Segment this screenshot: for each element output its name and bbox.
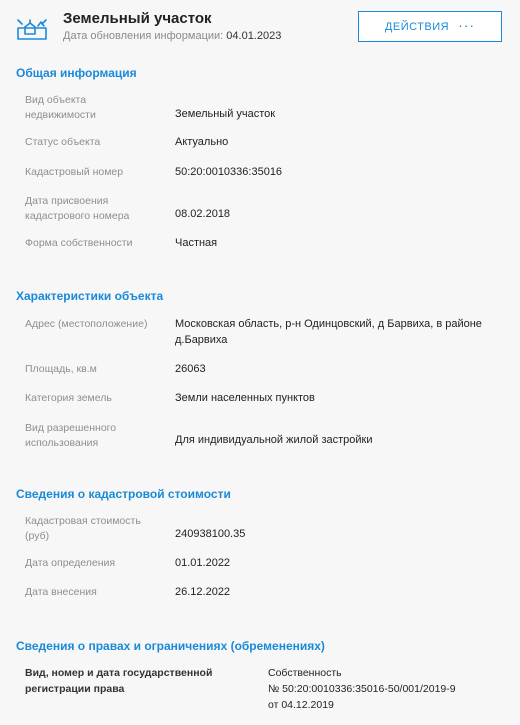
value-object-type: Земельный участок — [175, 108, 276, 120]
page-title: Земельный участок — [63, 10, 212, 27]
value-land-category: Земли населенных пунктов — [175, 392, 315, 404]
update-date: 04.01.2023 — [226, 30, 282, 42]
update-info — [63, 30, 281, 42]
header — [0, 0, 520, 56]
value-rights-registration — [268, 665, 508, 713]
label-land-category: Категория земель — [25, 392, 112, 404]
more-dots-icon: ··· — [458, 16, 476, 33]
section-title-rights: Сведения о правах и ограничениях (обременениях) — [16, 639, 325, 653]
section-title-general: Общая информация — [16, 66, 137, 80]
value-determination-date: 01.01.2022 — [175, 557, 231, 569]
label-rights-registration: Вид, номер и дата государственной регистрации права — [25, 667, 213, 695]
rights-date: от 04.12.2019 — [268, 699, 334, 711]
label-cadastral-cost: Кадастровая стоимость (руб) — [25, 515, 141, 542]
rights-type: Собственность — [268, 667, 342, 679]
label-address: Адрес (местоположение) — [25, 318, 148, 330]
value-area: 26063 — [175, 363, 206, 375]
update-label: Дата обновления информации: — [63, 30, 224, 42]
label-entry-date: Дата внесения — [25, 586, 97, 598]
actions-label: ДЕЙСТВИЯ — [384, 20, 450, 33]
land-plot-icon — [16, 14, 48, 42]
value-cadastral-date: 08.02.2018 — [175, 208, 231, 220]
value-permitted-use: Для индивидуальной жилой застройки — [175, 434, 373, 446]
value-entry-date: 26.12.2022 — [175, 586, 231, 598]
label-permitted-use: Вид разрешенного использования — [25, 422, 117, 449]
value-address: Московская область, р-н Одинцовский, д Барвиха, в районе д.Барвиха — [175, 318, 482, 346]
label-cadastral-number: Кадастровый номер — [25, 166, 124, 178]
value-cadastral-cost: 240938100.35 — [175, 528, 246, 540]
value-ownership-form: Частная — [175, 237, 218, 249]
label-object-type: Вид объекта недвижимости — [25, 94, 96, 121]
section-title-cadastral-cost: Сведения о кадастровой стоимости — [16, 487, 231, 501]
rights-number: № 50:20:0010336:35016-50/001/2019-9 — [268, 683, 456, 695]
label-cadastral-date: Дата присвоения кадастрового номера — [25, 195, 130, 222]
section-title-characteristics: Характеристики объекта — [16, 289, 164, 303]
label-object-status: Статус объекта — [25, 136, 101, 148]
actions-button[interactable] — [358, 11, 502, 42]
value-object-status: Актуально — [175, 136, 229, 148]
label-area: Площадь, кв.м — [25, 363, 97, 375]
value-cadastral-number: 50:20:0010336:35016 — [175, 166, 283, 178]
label-determination-date: Дата определения — [25, 557, 116, 569]
label-ownership-form: Форма собственности — [25, 237, 133, 249]
